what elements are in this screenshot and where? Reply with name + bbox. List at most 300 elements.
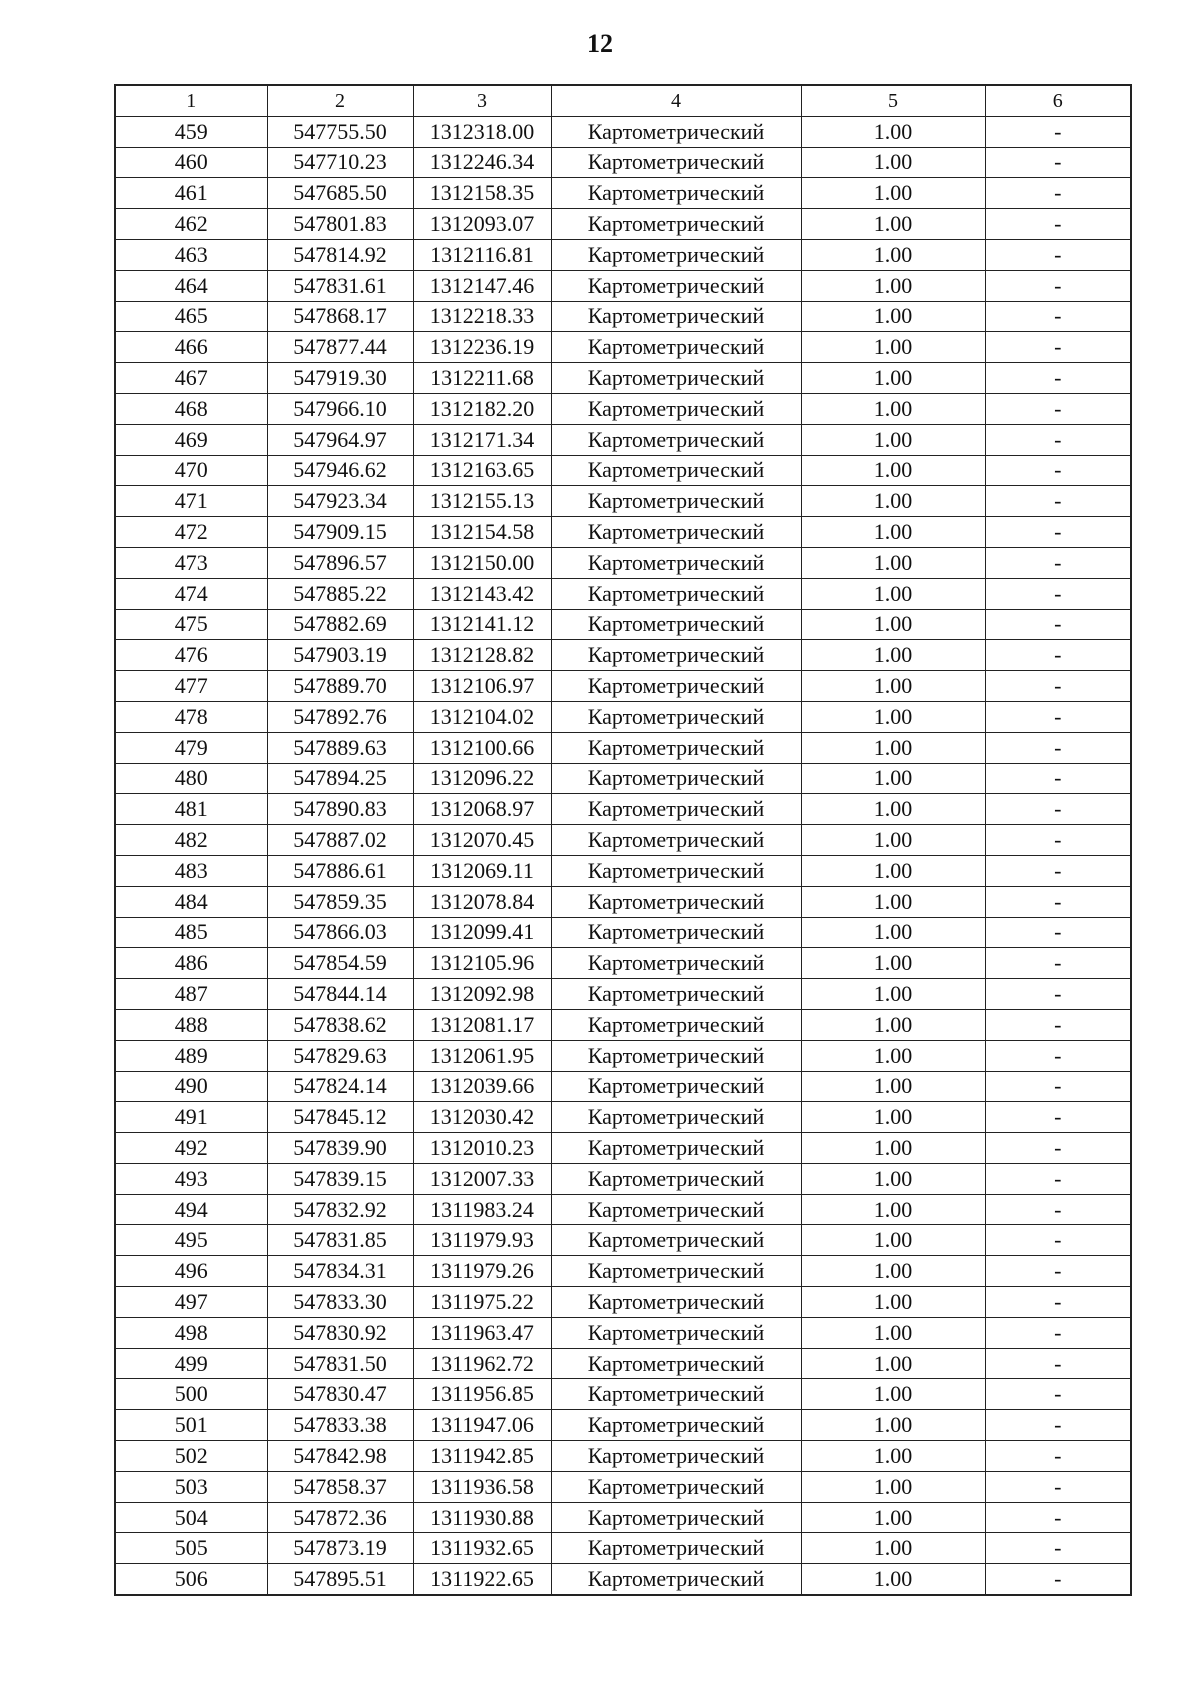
accuracy-cell: 1.00 [801,424,985,455]
accuracy-cell: 1.00 [801,178,985,209]
x-coordinate-cell: 547831.50 [267,1348,413,1379]
table-row [115,301,1131,332]
method-cell: Картометрический [551,209,801,240]
method-cell: Картометрический [551,1009,801,1040]
x-coordinate-cell: 547710.23 [267,147,413,178]
note-cell: - [985,270,1131,301]
x-coordinate-cell: 547868.17 [267,301,413,332]
table-row [115,393,1131,424]
x-coordinate-cell: 547882.69 [267,609,413,640]
x-coordinate-cell: 547909.15 [267,517,413,548]
note-cell: - [985,1471,1131,1502]
note-cell: - [985,578,1131,609]
table-row [115,609,1131,640]
note-cell: - [985,147,1131,178]
y-coordinate-cell: 1312318.00 [413,116,551,147]
table-row [115,578,1131,609]
x-coordinate-cell: 547946.62 [267,455,413,486]
method-cell: Картометрический [551,486,801,517]
point-number-cell: 461 [115,178,267,209]
accuracy-cell: 1.00 [801,1133,985,1164]
table-row [115,886,1131,917]
table-row [115,517,1131,548]
accuracy-cell: 1.00 [801,486,985,517]
point-number-cell: 460 [115,147,267,178]
point-number-cell: 477 [115,671,267,702]
y-coordinate-cell: 1311942.85 [413,1441,551,1472]
method-cell: Картометрический [551,1533,801,1564]
table-row [115,1133,1131,1164]
table-row [115,732,1131,763]
point-number-cell: 471 [115,486,267,517]
y-coordinate-cell: 1312155.13 [413,486,551,517]
method-cell: Картометрический [551,1071,801,1102]
table-row [115,1225,1131,1256]
y-coordinate-cell: 1312116.81 [413,239,551,270]
method-cell: Картометрический [551,1133,801,1164]
point-number-cell: 491 [115,1102,267,1133]
note-cell: - [985,1564,1131,1595]
point-number-cell: 503 [115,1471,267,1502]
table-row [115,1410,1131,1441]
method-cell: Картометрический [551,917,801,948]
note-cell: - [985,701,1131,732]
y-coordinate-cell: 1311962.72 [413,1348,551,1379]
point-number-cell: 496 [115,1256,267,1287]
method-cell: Картометрический [551,270,801,301]
note-cell: - [985,363,1131,394]
accuracy-cell: 1.00 [801,917,985,948]
accuracy-cell: 1.00 [801,301,985,332]
note-cell: - [985,763,1131,794]
accuracy-cell: 1.00 [801,147,985,178]
y-coordinate-cell: 1312061.95 [413,1040,551,1071]
method-cell: Картометрический [551,424,801,455]
point-number-cell: 481 [115,794,267,825]
accuracy-cell: 1.00 [801,455,985,486]
note-cell: - [985,640,1131,671]
note-cell: - [985,1410,1131,1441]
method-cell: Картометрический [551,1379,801,1410]
note-cell: - [985,209,1131,240]
point-number-cell: 478 [115,701,267,732]
x-coordinate-cell: 547886.61 [267,855,413,886]
note-cell: - [985,1071,1131,1102]
table-row [115,1071,1131,1102]
point-number-cell: 485 [115,917,267,948]
y-coordinate-cell: 1312182.20 [413,393,551,424]
accuracy-cell: 1.00 [801,1225,985,1256]
y-coordinate-cell: 1312128.82 [413,640,551,671]
y-coordinate-cell: 1311922.65 [413,1564,551,1595]
x-coordinate-cell: 547903.19 [267,640,413,671]
accuracy-cell: 1.00 [801,1348,985,1379]
point-number-cell: 498 [115,1317,267,1348]
table-row [115,1471,1131,1502]
y-coordinate-cell: 1311979.26 [413,1256,551,1287]
y-coordinate-cell: 1312158.35 [413,178,551,209]
note-cell: - [985,1009,1131,1040]
y-coordinate-cell: 1312069.11 [413,855,551,886]
y-coordinate-cell: 1311963.47 [413,1317,551,1348]
note-cell: - [985,1225,1131,1256]
point-number-cell: 475 [115,609,267,640]
method-cell: Картометрический [551,517,801,548]
page-number: 12 [587,29,613,58]
y-coordinate-cell: 1312007.33 [413,1163,551,1194]
y-coordinate-cell: 1312211.68 [413,363,551,394]
column-header: 6 [985,85,1131,116]
y-coordinate-cell: 1312150.00 [413,547,551,578]
method-cell: Картометрический [551,1502,801,1533]
note-cell: - [985,1533,1131,1564]
note-cell: - [985,979,1131,1010]
x-coordinate-cell: 547885.22 [267,578,413,609]
accuracy-cell: 1.00 [801,1441,985,1472]
point-number-cell: 467 [115,363,267,394]
point-number-cell: 482 [115,825,267,856]
x-coordinate-cell: 547755.50 [267,116,413,147]
accuracy-cell: 1.00 [801,763,985,794]
point-number-cell: 492 [115,1133,267,1164]
x-coordinate-cell: 547964.97 [267,424,413,455]
x-coordinate-cell: 547814.92 [267,239,413,270]
table-row [115,1317,1131,1348]
coordinates-table [114,84,1132,1596]
table-row [115,178,1131,209]
note-cell: - [985,732,1131,763]
accuracy-cell: 1.00 [801,1071,985,1102]
y-coordinate-cell: 1311930.88 [413,1502,551,1533]
method-cell: Картометрический [551,671,801,702]
point-number-cell: 470 [115,455,267,486]
note-cell: - [985,794,1131,825]
table-row [115,147,1131,178]
method-cell: Картометрический [551,178,801,209]
x-coordinate-cell: 547894.25 [267,763,413,794]
accuracy-cell: 1.00 [801,1256,985,1287]
note-cell: - [985,547,1131,578]
point-number-cell: 469 [115,424,267,455]
point-number-cell: 499 [115,1348,267,1379]
accuracy-cell: 1.00 [801,517,985,548]
method-cell: Картометрический [551,116,801,147]
method-cell: Картометрический [551,1317,801,1348]
note-cell: - [985,1194,1131,1225]
y-coordinate-cell: 1312106.97 [413,671,551,702]
method-cell: Картометрический [551,732,801,763]
x-coordinate-cell: 547831.61 [267,270,413,301]
y-coordinate-cell: 1312104.02 [413,701,551,732]
header-row [115,85,1131,116]
table-row [115,1102,1131,1133]
table-row [115,1194,1131,1225]
point-number-cell: 484 [115,886,267,917]
accuracy-cell: 1.00 [801,209,985,240]
table-row [115,270,1131,301]
method-cell: Картометрический [551,393,801,424]
x-coordinate-cell: 547896.57 [267,547,413,578]
x-coordinate-cell: 547844.14 [267,979,413,1010]
point-number-cell: 468 [115,393,267,424]
method-cell: Картометрический [551,886,801,917]
table-row [115,1441,1131,1472]
point-number-cell: 459 [115,116,267,147]
point-number-cell: 493 [115,1163,267,1194]
point-number-cell: 494 [115,1194,267,1225]
method-cell: Картометрический [551,1040,801,1071]
table-row [115,455,1131,486]
table-row [115,363,1131,394]
note-cell: - [985,1502,1131,1533]
column-header: 4 [551,85,801,116]
point-number-cell: 489 [115,1040,267,1071]
x-coordinate-cell: 547889.63 [267,732,413,763]
point-number-cell: 472 [115,517,267,548]
point-number-cell: 506 [115,1564,267,1595]
point-number-cell: 502 [115,1441,267,1472]
point-number-cell: 465 [115,301,267,332]
method-cell: Картометрический [551,1441,801,1472]
point-number-cell: 497 [115,1287,267,1318]
y-coordinate-cell: 1312246.34 [413,147,551,178]
x-coordinate-cell: 547801.83 [267,209,413,240]
method-cell: Картометрический [551,1225,801,1256]
table-body [115,116,1131,1595]
x-coordinate-cell: 547858.37 [267,1471,413,1502]
table-row [115,116,1131,147]
method-cell: Картометрический [551,1287,801,1318]
y-coordinate-cell: 1311947.06 [413,1410,551,1441]
note-cell: - [985,517,1131,548]
note-cell: - [985,1379,1131,1410]
x-coordinate-cell: 547839.15 [267,1163,413,1194]
x-coordinate-cell: 547824.14 [267,1071,413,1102]
note-cell: - [985,301,1131,332]
note-cell: - [985,917,1131,948]
y-coordinate-cell: 1312010.23 [413,1133,551,1164]
method-cell: Картометрический [551,301,801,332]
accuracy-cell: 1.00 [801,1163,985,1194]
y-coordinate-cell: 1312163.65 [413,455,551,486]
note-cell: - [985,948,1131,979]
method-cell: Картометрический [551,763,801,794]
table-row [115,209,1131,240]
table-row [115,825,1131,856]
accuracy-cell: 1.00 [801,979,985,1010]
table-row [115,1163,1131,1194]
table-row [115,855,1131,886]
y-coordinate-cell: 1312039.66 [413,1071,551,1102]
point-number-cell: 479 [115,732,267,763]
accuracy-cell: 1.00 [801,1533,985,1564]
note-cell: - [985,825,1131,856]
table-row [115,917,1131,948]
y-coordinate-cell: 1312078.84 [413,886,551,917]
x-coordinate-cell: 547895.51 [267,1564,413,1595]
accuracy-cell: 1.00 [801,701,985,732]
note-cell: - [985,1441,1131,1472]
accuracy-cell: 1.00 [801,1287,985,1318]
y-coordinate-cell: 1312068.97 [413,794,551,825]
y-coordinate-cell: 1311936.58 [413,1471,551,1502]
accuracy-cell: 1.00 [801,1317,985,1348]
table-row [115,1287,1131,1318]
note-cell: - [985,1317,1131,1348]
note-cell: - [985,393,1131,424]
table-row [115,424,1131,455]
x-coordinate-cell: 547838.62 [267,1009,413,1040]
point-number-cell: 474 [115,578,267,609]
table-row [115,701,1131,732]
y-coordinate-cell: 1312171.34 [413,424,551,455]
accuracy-cell: 1.00 [801,363,985,394]
table-row [115,948,1131,979]
table-row [115,794,1131,825]
table-header [115,85,1131,116]
table-row [115,239,1131,270]
accuracy-cell: 1.00 [801,825,985,856]
method-cell: Картометрический [551,1256,801,1287]
y-coordinate-cell: 1312096.22 [413,763,551,794]
note-cell: - [985,178,1131,209]
accuracy-cell: 1.00 [801,1564,985,1595]
point-number-cell: 464 [115,270,267,301]
note-cell: - [985,1133,1131,1164]
note-cell: - [985,116,1131,147]
note-cell: - [985,855,1131,886]
table-row [115,1009,1131,1040]
x-coordinate-cell: 547839.90 [267,1133,413,1164]
point-number-cell: 504 [115,1502,267,1533]
y-coordinate-cell: 1312070.45 [413,825,551,856]
point-number-cell: 505 [115,1533,267,1564]
table-row [115,1564,1131,1595]
point-number-cell: 486 [115,948,267,979]
table-row [115,1379,1131,1410]
point-number-cell: 480 [115,763,267,794]
point-number-cell: 488 [115,1009,267,1040]
column-header: 1 [115,85,267,116]
point-number-cell: 487 [115,979,267,1010]
point-number-cell: 476 [115,640,267,671]
x-coordinate-cell: 547859.35 [267,886,413,917]
accuracy-cell: 1.00 [801,732,985,763]
y-coordinate-cell: 1312030.42 [413,1102,551,1133]
table-row [115,332,1131,363]
accuracy-cell: 1.00 [801,1102,985,1133]
method-cell: Картометрический [551,547,801,578]
point-number-cell: 501 [115,1410,267,1441]
x-coordinate-cell: 547866.03 [267,917,413,948]
accuracy-cell: 1.00 [801,640,985,671]
method-cell: Картометрический [551,1564,801,1595]
y-coordinate-cell: 1312099.41 [413,917,551,948]
point-number-cell: 483 [115,855,267,886]
accuracy-cell: 1.00 [801,886,985,917]
accuracy-cell: 1.00 [801,609,985,640]
x-coordinate-cell: 547833.38 [267,1410,413,1441]
x-coordinate-cell: 547832.92 [267,1194,413,1225]
note-cell: - [985,332,1131,363]
column-header: 2 [267,85,413,116]
method-cell: Картометрический [551,825,801,856]
y-coordinate-cell: 1311932.65 [413,1533,551,1564]
table-row [115,671,1131,702]
table-row [115,547,1131,578]
accuracy-cell: 1.00 [801,116,985,147]
method-cell: Картометрический [551,948,801,979]
note-cell: - [985,1287,1131,1318]
method-cell: Картометрический [551,979,801,1010]
method-cell: Картометрический [551,1163,801,1194]
method-cell: Картометрический [551,855,801,886]
x-coordinate-cell: 547685.50 [267,178,413,209]
x-coordinate-cell: 547923.34 [267,486,413,517]
y-coordinate-cell: 1312218.33 [413,301,551,332]
x-coordinate-cell: 547842.98 [267,1441,413,1472]
accuracy-cell: 1.00 [801,1502,985,1533]
x-coordinate-cell: 547890.83 [267,794,413,825]
x-coordinate-cell: 547966.10 [267,393,413,424]
table-row [115,640,1131,671]
accuracy-cell: 1.00 [801,794,985,825]
note-cell: - [985,1256,1131,1287]
note-cell: - [985,1102,1131,1133]
accuracy-cell: 1.00 [801,270,985,301]
table-row [115,1040,1131,1071]
x-coordinate-cell: 547872.36 [267,1502,413,1533]
accuracy-cell: 1.00 [801,1471,985,1502]
y-coordinate-cell: 1311975.22 [413,1287,551,1318]
x-coordinate-cell: 547831.85 [267,1225,413,1256]
accuracy-cell: 1.00 [801,578,985,609]
y-coordinate-cell: 1311983.24 [413,1194,551,1225]
table-row [115,486,1131,517]
point-number-cell: 466 [115,332,267,363]
y-coordinate-cell: 1312100.66 [413,732,551,763]
accuracy-cell: 1.00 [801,671,985,702]
x-coordinate-cell: 547834.31 [267,1256,413,1287]
accuracy-cell: 1.00 [801,547,985,578]
x-coordinate-cell: 547873.19 [267,1533,413,1564]
note-cell: - [985,671,1131,702]
note-cell: - [985,609,1131,640]
accuracy-cell: 1.00 [801,948,985,979]
accuracy-cell: 1.00 [801,1379,985,1410]
table-row [115,1348,1131,1379]
method-cell: Картометрический [551,1348,801,1379]
method-cell: Картометрический [551,363,801,394]
table-row [115,763,1131,794]
y-coordinate-cell: 1312143.42 [413,578,551,609]
y-coordinate-cell: 1312092.98 [413,979,551,1010]
method-cell: Картометрический [551,1410,801,1441]
x-coordinate-cell: 547829.63 [267,1040,413,1071]
point-number-cell: 495 [115,1225,267,1256]
table-row [115,979,1131,1010]
x-coordinate-cell: 547830.92 [267,1317,413,1348]
accuracy-cell: 1.00 [801,239,985,270]
accuracy-cell: 1.00 [801,393,985,424]
method-cell: Картометрический [551,640,801,671]
point-number-cell: 473 [115,547,267,578]
x-coordinate-cell: 547845.12 [267,1102,413,1133]
note-cell: - [985,1040,1131,1071]
accuracy-cell: 1.00 [801,1009,985,1040]
y-coordinate-cell: 1312236.19 [413,332,551,363]
x-coordinate-cell: 547833.30 [267,1287,413,1318]
